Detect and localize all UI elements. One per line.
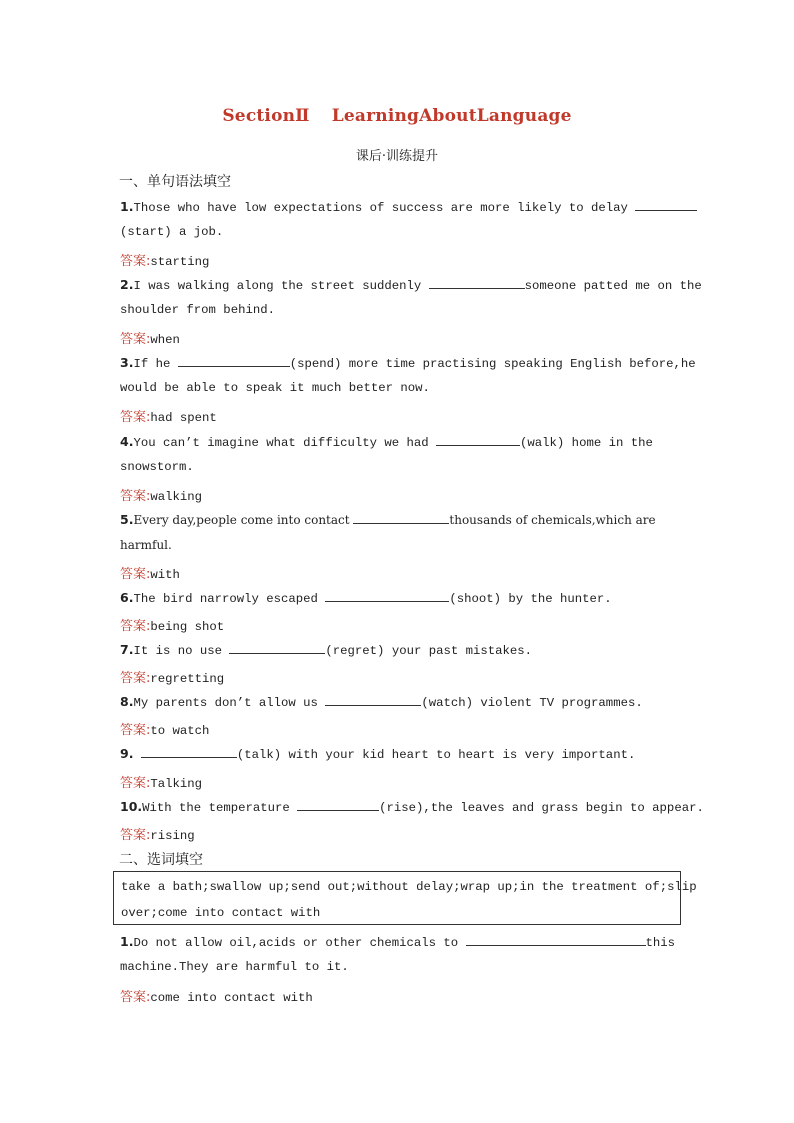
question-number: 5. xyxy=(120,512,134,527)
question-7-line xyxy=(120,642,676,658)
question-number: 3. xyxy=(120,355,134,370)
question-3-line-1 xyxy=(120,355,696,371)
answer-blank[interactable] xyxy=(297,799,379,811)
question-5-line-2: harmful. xyxy=(120,538,172,552)
word-bank-line-1: take a bath;swallow up;send out;without delay;wrap up;in the treatment of;slip xyxy=(121,880,697,894)
answer-blank[interactable] xyxy=(353,512,449,524)
answer-label: 答案: xyxy=(120,567,151,582)
question-number: 6. xyxy=(120,590,134,605)
question-text: The bird narrowly escaped xyxy=(133,592,318,606)
answer-row-4 xyxy=(120,485,676,504)
question-2-line-2: shoulder from behind. xyxy=(120,303,275,317)
answer-text: had spent xyxy=(150,411,217,425)
question-4-line-2: snowstorm. xyxy=(120,460,194,474)
answer-text: rising xyxy=(150,829,195,843)
question-8-line xyxy=(120,694,676,710)
answer-text: regretting xyxy=(150,672,225,686)
question-text: My parents don’t allow us xyxy=(133,696,318,710)
question-10-line xyxy=(120,799,704,815)
answer-label: 答案: xyxy=(120,671,151,686)
answer-row-1 xyxy=(120,250,676,269)
question-number: 2. xyxy=(120,277,134,292)
answer-text: to watch xyxy=(150,724,210,738)
answer-text: starting xyxy=(150,255,210,269)
title-section: SectionⅡ xyxy=(222,106,310,126)
answer-text: when xyxy=(150,333,180,347)
answer-label: 答案: xyxy=(120,990,151,1005)
question-text: Do not allow oil,acids or other chemicals to xyxy=(133,936,459,950)
question-number: 4. xyxy=(120,434,134,449)
answer-label: 答案: xyxy=(120,410,151,425)
part2-question-1-line-1 xyxy=(120,934,676,950)
question-number: 8. xyxy=(120,694,134,709)
question-text: thousands of chemicals,which are xyxy=(449,513,656,527)
part2-heading: 二、选词填空 xyxy=(119,852,203,868)
answer-label: 答案: xyxy=(120,332,151,347)
answer-text: Talking xyxy=(150,777,203,791)
answer-blank[interactable] xyxy=(141,746,237,758)
answer-label: 答案: xyxy=(120,828,151,843)
answer-text: being shot xyxy=(150,620,225,634)
question-3-line-2: would be able to speak it much better now. xyxy=(120,381,430,395)
answer-text: with xyxy=(150,568,180,582)
question-text: (regret) your past mistakes. xyxy=(325,644,533,658)
question-text: With the temperature xyxy=(142,801,290,815)
question-number: 7. xyxy=(120,642,134,657)
title-topic: LearningAboutLanguage xyxy=(331,106,572,126)
question-number: 1. xyxy=(120,934,134,949)
answer-blank[interactable] xyxy=(325,694,421,706)
answer-blank[interactable] xyxy=(635,199,697,211)
answer-blank[interactable] xyxy=(466,934,646,946)
answer-row-8 xyxy=(120,719,676,738)
page-subtitle: 课后·训练提升 xyxy=(355,149,439,164)
answer-blank[interactable] xyxy=(436,434,520,446)
question-text: (walk) home in the xyxy=(520,436,653,450)
question-1-line-2: (start) a job. xyxy=(120,225,224,239)
answer-blank[interactable] xyxy=(178,355,290,367)
question-text: It is no use xyxy=(133,644,223,658)
question-text: this xyxy=(645,936,676,950)
question-5-line-1 xyxy=(120,512,676,527)
question-9-line xyxy=(120,746,676,762)
question-1-line-1 xyxy=(120,199,676,215)
question-number: 1. xyxy=(120,199,134,214)
question-text: (spend) more time practising speaking English before,he xyxy=(289,357,696,371)
question-4-line-1 xyxy=(120,434,676,450)
question-number: 10. xyxy=(120,799,143,814)
question-text: (watch) violent TV programmes. xyxy=(421,696,643,710)
answer-row-3 xyxy=(120,406,676,425)
part2-answer-row-1 xyxy=(120,986,676,1005)
part1-heading: 一、单句语法填空 xyxy=(119,174,231,190)
question-text: I was walking along the street suddenly xyxy=(133,279,422,293)
answer-label: 答案: xyxy=(120,723,151,738)
answer-text: walking xyxy=(150,490,203,504)
answer-row-9 xyxy=(120,772,676,791)
answer-blank[interactable] xyxy=(229,642,325,654)
page-title xyxy=(0,106,794,126)
question-text: someone patted me on the xyxy=(524,279,702,293)
word-bank-box xyxy=(113,871,697,925)
question-text: (rise),the leaves and grass begin to appear. xyxy=(379,801,704,815)
answer-row-5 xyxy=(120,563,676,582)
answer-blank[interactable] xyxy=(325,590,449,602)
part2-question-1-line-2: machine.They are harmful to it. xyxy=(120,960,349,974)
answer-row-10 xyxy=(120,824,676,843)
answer-label: 答案: xyxy=(120,254,151,269)
answer-label: 答案: xyxy=(120,776,151,791)
question-text: (talk) with your kid heart to heart is very important. xyxy=(236,748,636,762)
question-2-line-1 xyxy=(120,277,702,293)
question-number: 9. xyxy=(120,746,134,761)
answer-row-2 xyxy=(120,328,676,347)
answer-text: come into contact with xyxy=(150,991,313,1005)
answer-label: 答案: xyxy=(120,619,151,634)
question-text: Those who have low expectations of success are more likely to delay xyxy=(133,201,628,215)
question-text: You can’t imagine what difficulty we had xyxy=(133,436,429,450)
question-text: (shoot) by the hunter. xyxy=(449,592,612,606)
question-6-line xyxy=(120,590,676,606)
answer-label: 答案: xyxy=(120,489,151,504)
word-bank-line-2: over;come into contact with xyxy=(121,906,321,920)
answer-blank[interactable] xyxy=(429,277,525,289)
answer-row-6 xyxy=(120,615,676,634)
question-text: If he xyxy=(133,357,171,371)
answer-row-7 xyxy=(120,667,676,686)
question-text: Every day,people come into contact xyxy=(133,513,350,527)
